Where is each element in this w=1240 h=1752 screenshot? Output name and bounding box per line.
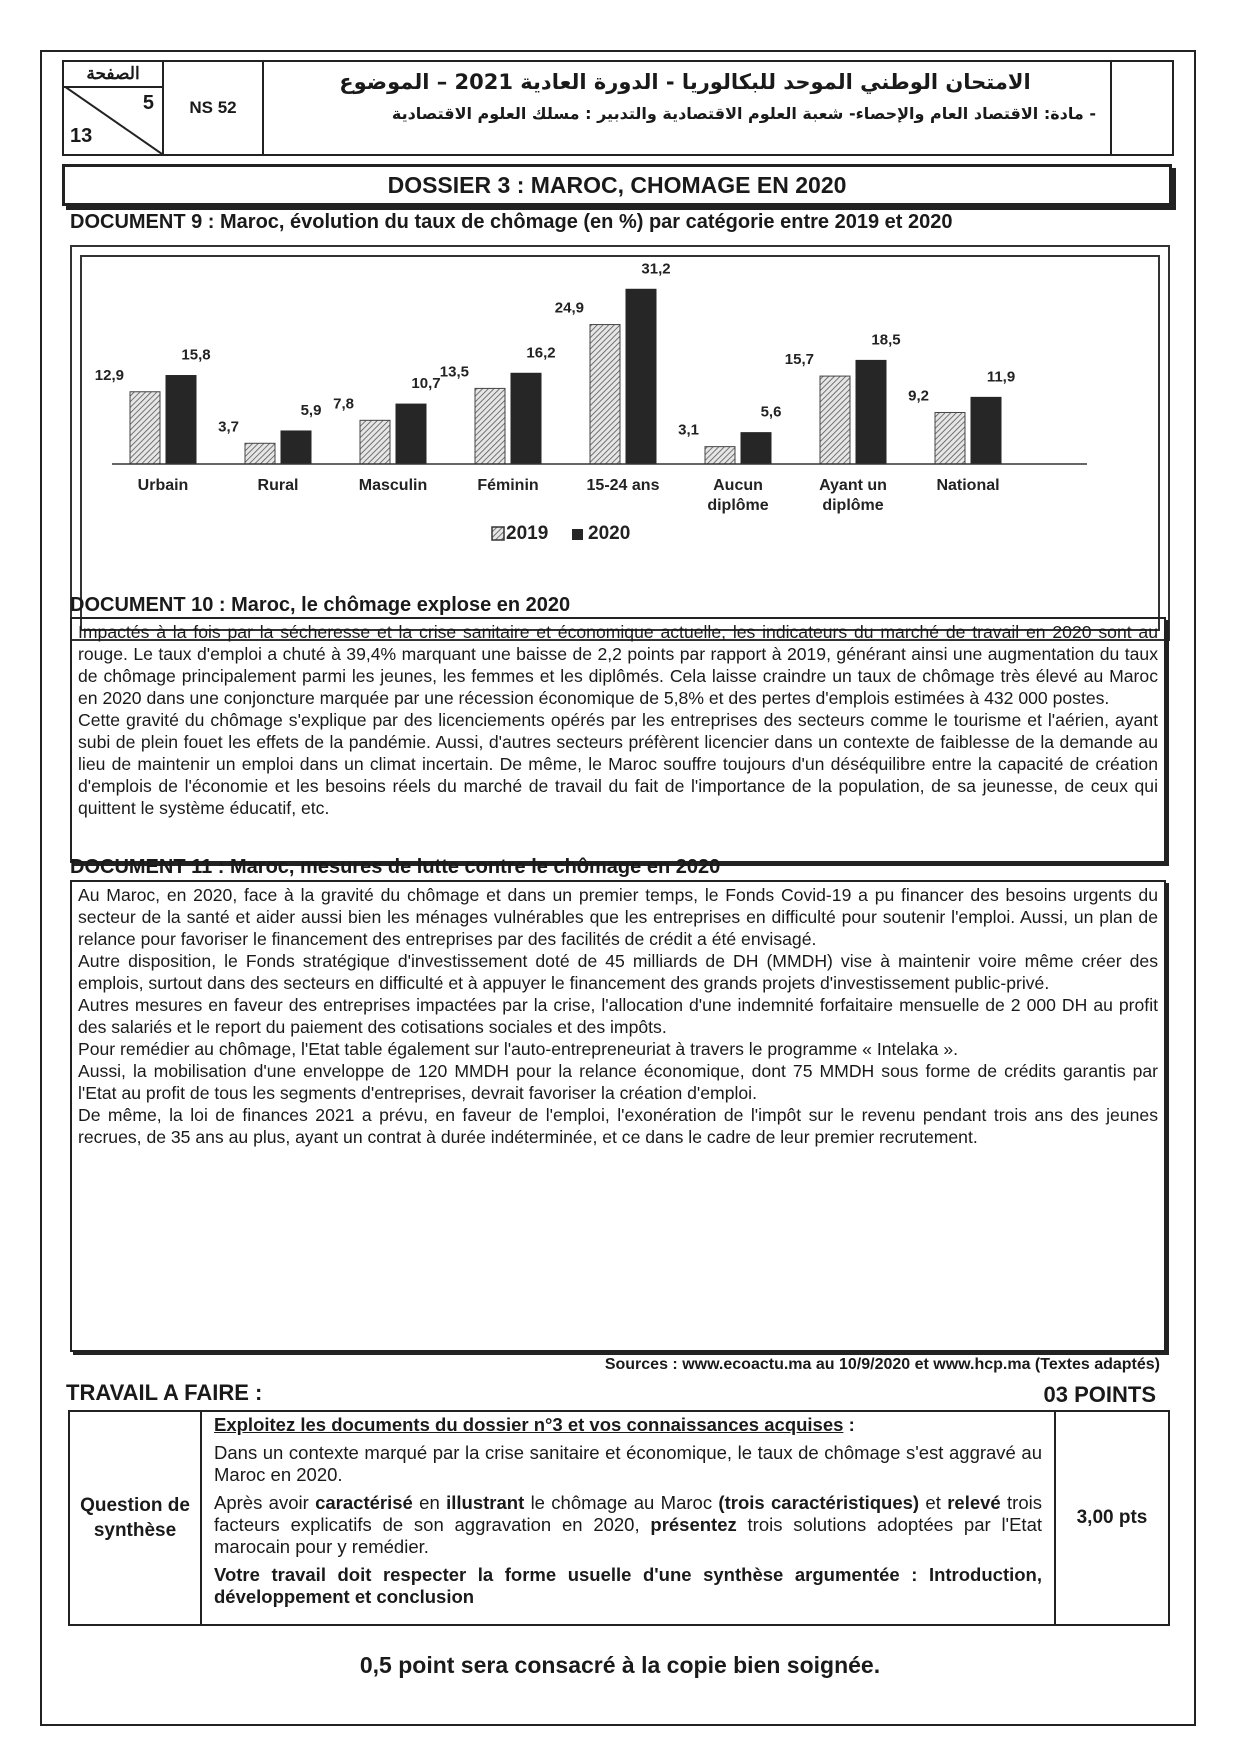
legend-label-2019: 2019 xyxy=(506,523,549,544)
doc11-title: DOCUMENT 11 : Maroc, mesures de lutte contre le chômage en 2020 xyxy=(70,856,721,878)
data-label-2020-0: 15,8 xyxy=(181,346,211,364)
bar-2019-1 xyxy=(245,443,275,464)
travail-label: TRAVAIL A FAIRE : xyxy=(66,1380,263,1405)
bar-2019-6 xyxy=(820,376,850,464)
task-keyword: présentez xyxy=(650,1514,737,1535)
data-label-2019-2: 7,8 xyxy=(333,395,354,413)
question-head: Exploitez les documents du dossier n°3 et vos connaissances acquises xyxy=(214,1414,844,1435)
bar-2019-5 xyxy=(705,447,735,464)
category-label-0: Urbain xyxy=(137,477,189,494)
category-label-4: 15-24 ans xyxy=(586,477,660,494)
question-head-suffix: : xyxy=(843,1414,855,1435)
legend-swatch-2019 xyxy=(492,527,504,540)
category-label-5: diplôme xyxy=(707,497,769,514)
question-instruction xyxy=(214,1414,1042,1436)
data-label-2019-7: 9,2 xyxy=(908,387,929,405)
bar-2020-3 xyxy=(511,373,541,464)
doc11-paragraph-1: Au Maroc, en 2020, face à la gravité du chômage et dans un premier temps, le Fonds Covid-19 a pu financer des besoins urgents du secteur de la santé et aider aussi bien les ménages vulnérables que les entreprises en difficulté pour soutenir l'emploi. Aussi, un plan de relance pour favoriser le financement des entreprises par des facilités de crédit a été envisagé. xyxy=(78,885,1158,949)
category-label-6: Ayant un xyxy=(819,477,887,494)
task-text: en xyxy=(412,1492,447,1513)
question-context: Dans un contexte marqué par la crise sanitaire et économique, le taux de chômage s'est aggravé au Maroc en 2020. xyxy=(214,1442,1042,1485)
chart-frame xyxy=(70,245,1170,641)
task-text: le chômage au Maroc xyxy=(524,1492,719,1513)
data-label-2020-2: 10,7 xyxy=(411,375,441,393)
doc10-title: DOCUMENT 10 : Maroc, le chômage explose en 2020 xyxy=(70,594,571,616)
unemployment-bar-chart xyxy=(82,257,1158,629)
exam-title-line2: - مادة: الاقتصاد العام والإحصاء- شعبة العلوم الاقتصادية والتدبير : مسلك العلوم الاقتصادية xyxy=(391,104,1096,123)
data-label-2020-1: 5,9 xyxy=(300,401,322,419)
category-label-6: diplôme xyxy=(822,497,884,514)
doc11-paragraph-2: Autre disposition, le Fonds stratégique d'investissement doté de 45 milliards de DH (MMDH) vise à maintenir voire même créer des emplois, surtout dans des secteurs en difficulté et à appuyer le financement des grands projets d'investissement public-privé. xyxy=(78,951,1158,993)
question-label: Question de synthèse xyxy=(70,1412,202,1624)
page-current: 5 xyxy=(142,92,154,114)
bar-2020-5 xyxy=(741,433,771,464)
bar-2019-3 xyxy=(475,388,505,464)
task-keyword: relevé xyxy=(947,1492,1001,1513)
doc11-paragraph-3: Autres mesures en faveur des entreprises impactées par la crise, l'allocation d'une indemnité forfaitaire mensuelle de 2 000 DH au profit des salariés et le report du paiement des cotisations sociales et des impôts. xyxy=(78,995,1158,1037)
doc10-text xyxy=(70,617,1166,863)
bar-2020-2 xyxy=(396,404,426,464)
task-table xyxy=(68,1410,1170,1626)
data-label-2020-4: 31,2 xyxy=(641,260,671,278)
category-label-1: Rural xyxy=(257,477,299,494)
exam-title-line1: الامتحان الوطني الموحد للبكالوريا - الدورة العادية 2021 – الموضوع xyxy=(339,70,1031,94)
category-label-3: Féminin xyxy=(477,477,539,494)
chart-inner-frame xyxy=(80,255,1160,631)
bar-2020-1 xyxy=(281,431,311,464)
data-label-2020-7: 11,9 xyxy=(986,368,1016,386)
bar-2019-7 xyxy=(935,412,965,464)
header-empty-cell xyxy=(1112,62,1172,154)
doc11-paragraph-4: Pour remédier au chômage, l'Etat table également sur l'auto-entrepreneuriat à travers le programme « Intelaka ». xyxy=(78,1039,959,1059)
task-keyword: (trois caractéristiques) xyxy=(718,1492,920,1513)
dossier-title: DOSSIER 3 : MAROC, CHOMAGE EN 2020 xyxy=(62,164,1172,206)
doc11-paragraph-6: De même, la loi de finances 2021 a prévu, en faveur de l'emploi, l'exonération de l'impôt sur le revenu pendant trois ans des jeunes recrues, de 35 ans au plus, ayant un contrat à durée indéterminée, et ce dans le cadre de leur premier recrutement. xyxy=(78,1105,1158,1147)
doc10-paragraph-1: Impactés à la fois par la sécheresse et la crise sanitaire et économique actuelle, les indicateurs du marché de travail en 2020 sont au rouge. Le taux d'emploi a chuté à 39,4% marquant une baisse de 2,2 points par rapport à 2019, générant ainsi une augmentation du taux de chômage principalement parmi les jeunes, les femmes et les diplômés. Cela laisse craindre un taux de chômage très élevé au Maroc en 2020 dans une conjoncture marquée par une récession économique de 5,8% et des pertes d'emplois estimées à 432 000 postes. xyxy=(78,622,1158,708)
task-text: et xyxy=(919,1492,948,1513)
bar-2020-4 xyxy=(626,289,656,464)
data-label-2019-4: 24,9 xyxy=(554,299,584,317)
data-label-2019-5: 3,1 xyxy=(678,421,699,439)
category-label-2: Masculin xyxy=(358,477,428,494)
task-text: trois facteurs explicatifs de son aggravation en 2020, xyxy=(214,1492,1042,1535)
page-number-cell xyxy=(64,62,164,154)
bar-2020-6 xyxy=(856,360,886,464)
data-label-2019-0: 12,9 xyxy=(94,366,124,384)
doc11-paragraph-5: Aussi, la mobilisation d'une enveloppe de 120 MMDH pour la relance économique, dont 75 MMDH sous forme de crédits garantis par l'Etat au profit de tous les segments d'entreprises, devrait favoriser la création d'emploi. xyxy=(78,1061,1158,1103)
doc9-title: DOCUMENT 9 : Maroc, évolution du taux de chômage (en %) par catégorie entre 2019 et 2020 xyxy=(70,211,953,233)
category-label-7: National xyxy=(936,477,1000,494)
category-label-5: Aucun xyxy=(713,477,763,494)
task-text: Après avoir xyxy=(214,1492,316,1513)
bar-2020-7 xyxy=(971,397,1001,464)
question-task xyxy=(214,1492,1042,1558)
legend-swatch-2020 xyxy=(572,529,583,540)
bar-2019-4 xyxy=(590,325,620,464)
task-keyword: illustrant xyxy=(446,1492,525,1513)
bar-2019-2 xyxy=(360,420,390,464)
task-keyword: caractérisé xyxy=(315,1492,413,1513)
bar-2019-0 xyxy=(130,392,160,464)
task-text: trois solutions adoptées par l'Etat marocain pour y remédier. xyxy=(214,1514,1042,1557)
bar-2020-0 xyxy=(166,376,196,464)
data-label-2020-6: 18,5 xyxy=(871,331,901,349)
data-label-2019-1: 3,7 xyxy=(218,418,239,436)
exam-title-cell xyxy=(264,62,1112,154)
points-label: 03 POINTS xyxy=(1043,1382,1156,1407)
exam-code: NS 52 xyxy=(164,62,264,154)
page-label: الصفحة xyxy=(64,64,162,88)
data-label-2020-5: 5,6 xyxy=(760,403,782,421)
data-label-2019-6: 15,7 xyxy=(784,351,814,369)
question-body xyxy=(202,1412,1056,1624)
question-points: 3,00 pts xyxy=(1076,1507,1148,1528)
exam-header xyxy=(62,60,1174,156)
question-form: Votre travail doit respecter la forme usuelle d'une synthèse argumentée : Introduction, développement et conclusion xyxy=(214,1564,1042,1607)
data-label-2019-3: 13,5 xyxy=(439,363,469,381)
doc11-text xyxy=(70,880,1166,1352)
doc10-paragraph-2: Cette gravité du chômage s'explique par des licenciements opérés par les entreprises des secteurs comme le tourisme et l'aérien, ayant subi de plein fouet les effets de la pandémie. Aussi, d'autres secteurs préfèrent licencier dans un contexte de faiblesse de la demande au lieu de maintenir un emploi dans un climat incertain. De même, le Maroc souffre toujours d'un déséquilibre entre la capacité de création d'emplois de l'économie et les besoins réels du marché de travail du fait de l'importance de la population, de sa jeunesse, de ceux qui quittent le système éducatif, etc. xyxy=(78,710,1158,818)
data-label-2020-3: 16,2 xyxy=(526,344,556,362)
page-total: 13 xyxy=(70,125,93,147)
footer-note: 0,5 point sera consacré à la copie bien soignée. xyxy=(359,1652,881,1678)
sources-note: Sources : www.ecoactu.ma au 10/9/2020 et www.hcp.ma (Textes adaptés) xyxy=(604,1356,1160,1373)
legend-label-2020: 2020 xyxy=(588,523,631,544)
